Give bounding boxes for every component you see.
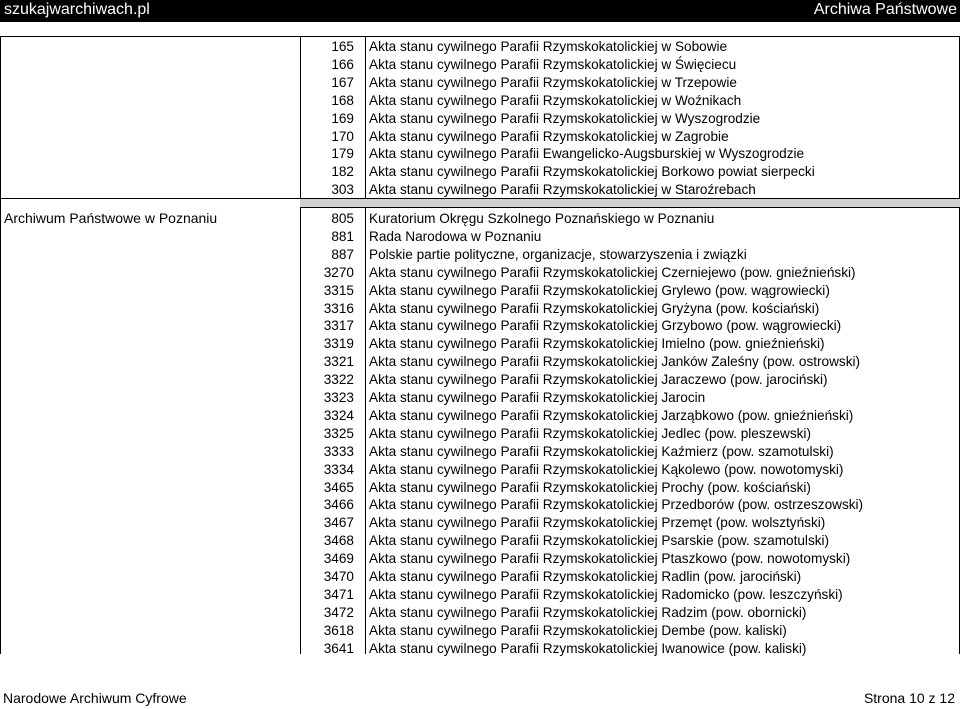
- fonds-name: Kuratorium Okręgu Szkolnego Poznańskiego w Poznaniu: [369, 211, 715, 226]
- fonds-number: 168: [331, 92, 354, 108]
- fonds-number: 887: [331, 246, 354, 262]
- fonds-name: Akta stanu cywilnego Parafii Rzymskokatolickiej Kąkolewo (pow. nowotomyski): [369, 461, 844, 477]
- table-row: [300, 128, 960, 146]
- table-row: [300, 38, 960, 56]
- fonds-number: 3325: [323, 425, 354, 441]
- fonds-name: Akta stanu cywilnego Parafii Rzymskokatolickiej Przedborów (pow. ostrzeszowski): [369, 497, 864, 513]
- fonds-name: Akta stanu cywilnego Parafii Rzymskokatolickiej Jedlec (pow. pleszewski): [369, 425, 811, 441]
- fonds-name: Akta stanu cywilnego Parafii Rzymskokatolickiej Jarocin: [369, 390, 706, 405]
- fonds-name: Akta stanu cywilnego Parafii Rzymskokatolickiej w Woźnikach: [369, 92, 742, 108]
- fonds-name: Akta stanu cywilnego Parafii Rzymskokatolickiej w Święciecu: [369, 56, 737, 72]
- table-row: [300, 604, 960, 622]
- fonds-name: Akta stanu cywilnego Parafii Rzymskokatolickiej Dembe (pow. kaliski): [369, 622, 787, 638]
- fonds-name: Akta stanu cywilnego Parafii Ewangelicko-Augsburskiej w Wyszogrodzie: [369, 146, 805, 162]
- table-row: [300, 300, 960, 318]
- fonds-name: Akta stanu cywilnego Parafii Rzymskokatolickiej Grzybowo (pow. wągrowiecki): [369, 318, 842, 334]
- fonds-name: Akta stanu cywilnego Parafii Rzymskokatolickiej Jaraczewo (pow. jarociński): [369, 372, 828, 388]
- fonds-name: Akta stanu cywilnego Parafii Rzymskokatolickiej Iwanowice (pow. kaliski): [369, 640, 807, 656]
- table-row: [300, 496, 960, 514]
- fonds-name: Akta stanu cywilnego Parafii Rzymskokatolickiej w Trzepowie: [369, 74, 737, 90]
- fonds-name: Akta stanu cywilnego Parafii Rzymskokatolickiej w Staroźrebach: [369, 182, 756, 198]
- table-row: [300, 461, 960, 479]
- fonds-name: Polskie partie polityczne, organizacje, stowarzyszenia i związki: [369, 246, 747, 262]
- table-row: [300, 407, 960, 425]
- fonds-number: 3324: [323, 407, 354, 423]
- fonds-number: 881: [331, 228, 354, 244]
- table-row: [300, 335, 960, 353]
- archive-name: Archiwum Państwowe w Poznaniu: [4, 210, 218, 226]
- table-row: [300, 264, 960, 282]
- fonds-number: 3468: [323, 533, 354, 549]
- fonds-name: Akta stanu cywilnego Parafii Rzymskokatolickiej Prochy (pow. kościański): [369, 479, 811, 495]
- fonds-number: 3323: [323, 390, 354, 405]
- fonds-name: Akta stanu cywilnego Parafii Rzymskokatolickiej w Zagrobie: [369, 128, 729, 144]
- fonds-number: 3322: [323, 372, 354, 388]
- fonds-name: Akta stanu cywilnego Parafii Rzymskokatolickiej Ptaszkowo (pow. nowotomyski): [369, 551, 851, 567]
- table-row: [300, 622, 960, 640]
- fonds-name: Akta stanu cywilnego Parafii Rzymskokatolickiej w Wyszogrodzie: [369, 110, 761, 126]
- fonds-number: 3465: [323, 479, 354, 495]
- table-top-border: [0, 36, 960, 37]
- table-row: [300, 443, 960, 461]
- fonds-number: 3471: [323, 586, 354, 602]
- fonds-number: 3270: [323, 264, 354, 280]
- fonds-number: 303: [331, 182, 354, 198]
- fonds-number: 179: [331, 146, 354, 162]
- table-row: [300, 246, 960, 264]
- table-row: [300, 479, 960, 497]
- fonds-name: Akta stanu cywilnego Parafii Rzymskokatolickiej Grylewo (pow. wągrowiecki): [369, 282, 830, 298]
- table-row: [300, 568, 960, 586]
- table-row: [300, 514, 960, 532]
- table-row: [300, 282, 960, 300]
- fonds-number: 165: [331, 39, 354, 54]
- fonds-name: Rada Narodowa w Poznaniu: [369, 228, 542, 244]
- fonds-number: 169: [331, 110, 354, 126]
- table-row: [300, 56, 960, 74]
- fonds-name: Akta stanu cywilnego Parafii Rzymskokatolickiej Imielno (pow. gnieźnieński): [369, 336, 825, 352]
- fonds-number: 166: [331, 56, 354, 72]
- page-footer: [0, 688, 960, 709]
- fonds-number: 167: [331, 74, 354, 90]
- page-header: [0, 0, 960, 22]
- table-row: [300, 110, 960, 128]
- fonds-number: 3467: [323, 515, 354, 531]
- table-row: [300, 163, 960, 181]
- fonds-number: 3319: [323, 336, 354, 352]
- table-row: [300, 550, 960, 568]
- group-divider: [0, 198, 300, 199]
- table-row: [300, 586, 960, 604]
- fonds-number: 3466: [323, 497, 354, 513]
- table-row: [300, 317, 960, 335]
- table-row: [300, 640, 960, 658]
- fonds-number: 3472: [323, 604, 354, 620]
- fonds-number: 3321: [323, 354, 354, 370]
- fonds-number: 3334: [323, 461, 354, 477]
- fonds-name: Akta stanu cywilnego Parafii Rzymskokatolickiej Radlin (pow. jarociński): [369, 569, 802, 584]
- fonds-name: Akta stanu cywilnego Parafii Rzymskokatolickiej Jarząbkowo (pow. gnieźnieński): [369, 407, 854, 423]
- fonds-number: 182: [331, 164, 354, 180]
- footer-source: Narodowe Archiwum Cyfrowe: [3, 690, 187, 706]
- fonds-name: Akta stanu cywilnego Parafii Rzymskokatolickiej Przemęt (pow. wolsztyński): [369, 515, 826, 531]
- table-row: [300, 145, 960, 163]
- fonds-number: 3641: [323, 640, 354, 656]
- fonds-number: 3317: [323, 318, 354, 334]
- site-name: szukajwarchiwach.pl: [4, 1, 150, 18]
- fonds-name: Akta stanu cywilnego Parafii Rzymskokatolickiej Borkowo powiat sierpecki: [369, 164, 815, 180]
- fonds-number: 3315: [323, 282, 354, 298]
- fonds-number: 3469: [323, 551, 354, 567]
- fonds-name: Akta stanu cywilnego Parafii Rzymskokatolickiej Radomicko (pow. leszczyński): [369, 586, 843, 602]
- table-row: [300, 181, 960, 199]
- page-number: Strona 10 z 12: [863, 690, 955, 706]
- fonds-name: Akta stanu cywilnego Parafii Rzymskokatolickiej Psarskie (pow. szamotulski): [369, 533, 830, 549]
- table-row: [300, 210, 960, 228]
- fonds-name: Akta stanu cywilnego Parafii Rzymskokatolickiej Gryżyna (pow. kościański): [369, 300, 820, 316]
- fonds-name: Akta stanu cywilnego Parafii Rzymskokatolickiej Czerniejewo (pow. gnieźnieński): [369, 264, 856, 280]
- fonds-name: Akta stanu cywilnego Parafii Rzymskokatolickiej Radzim (pow. obornicki): [369, 604, 807, 620]
- table-row: [300, 371, 960, 389]
- fonds-number: 805: [331, 211, 354, 226]
- table-row: [300, 353, 960, 371]
- table-row: [300, 74, 960, 92]
- fonds-number: 3618: [323, 622, 354, 638]
- fonds-name: Akta stanu cywilnego Parafii Rzymskokatolickiej Janków Zaleśny (pow. ostrowski): [369, 354, 861, 370]
- table-row: [300, 425, 960, 443]
- fonds-name: Akta stanu cywilnego Parafii Rzymskokatolickiej w Sobowie: [369, 39, 728, 54]
- table-row: [300, 92, 960, 110]
- table-row: [300, 228, 960, 246]
- table-row: [300, 389, 960, 407]
- fonds-number: 3333: [323, 443, 354, 459]
- section-title: Archiwa Państwowe: [813, 1, 957, 18]
- fonds-number: 3470: [323, 569, 354, 584]
- group-separator-bar: [300, 198, 960, 208]
- fonds-number: 3316: [323, 300, 354, 316]
- table-left-border: [0, 36, 1, 654]
- fonds-name: Akta stanu cywilnego Parafii Rzymskokatolickiej Kaźmierz (pow. szamotulski): [369, 443, 834, 459]
- fonds-number: 170: [331, 128, 354, 144]
- table-row: [300, 532, 960, 550]
